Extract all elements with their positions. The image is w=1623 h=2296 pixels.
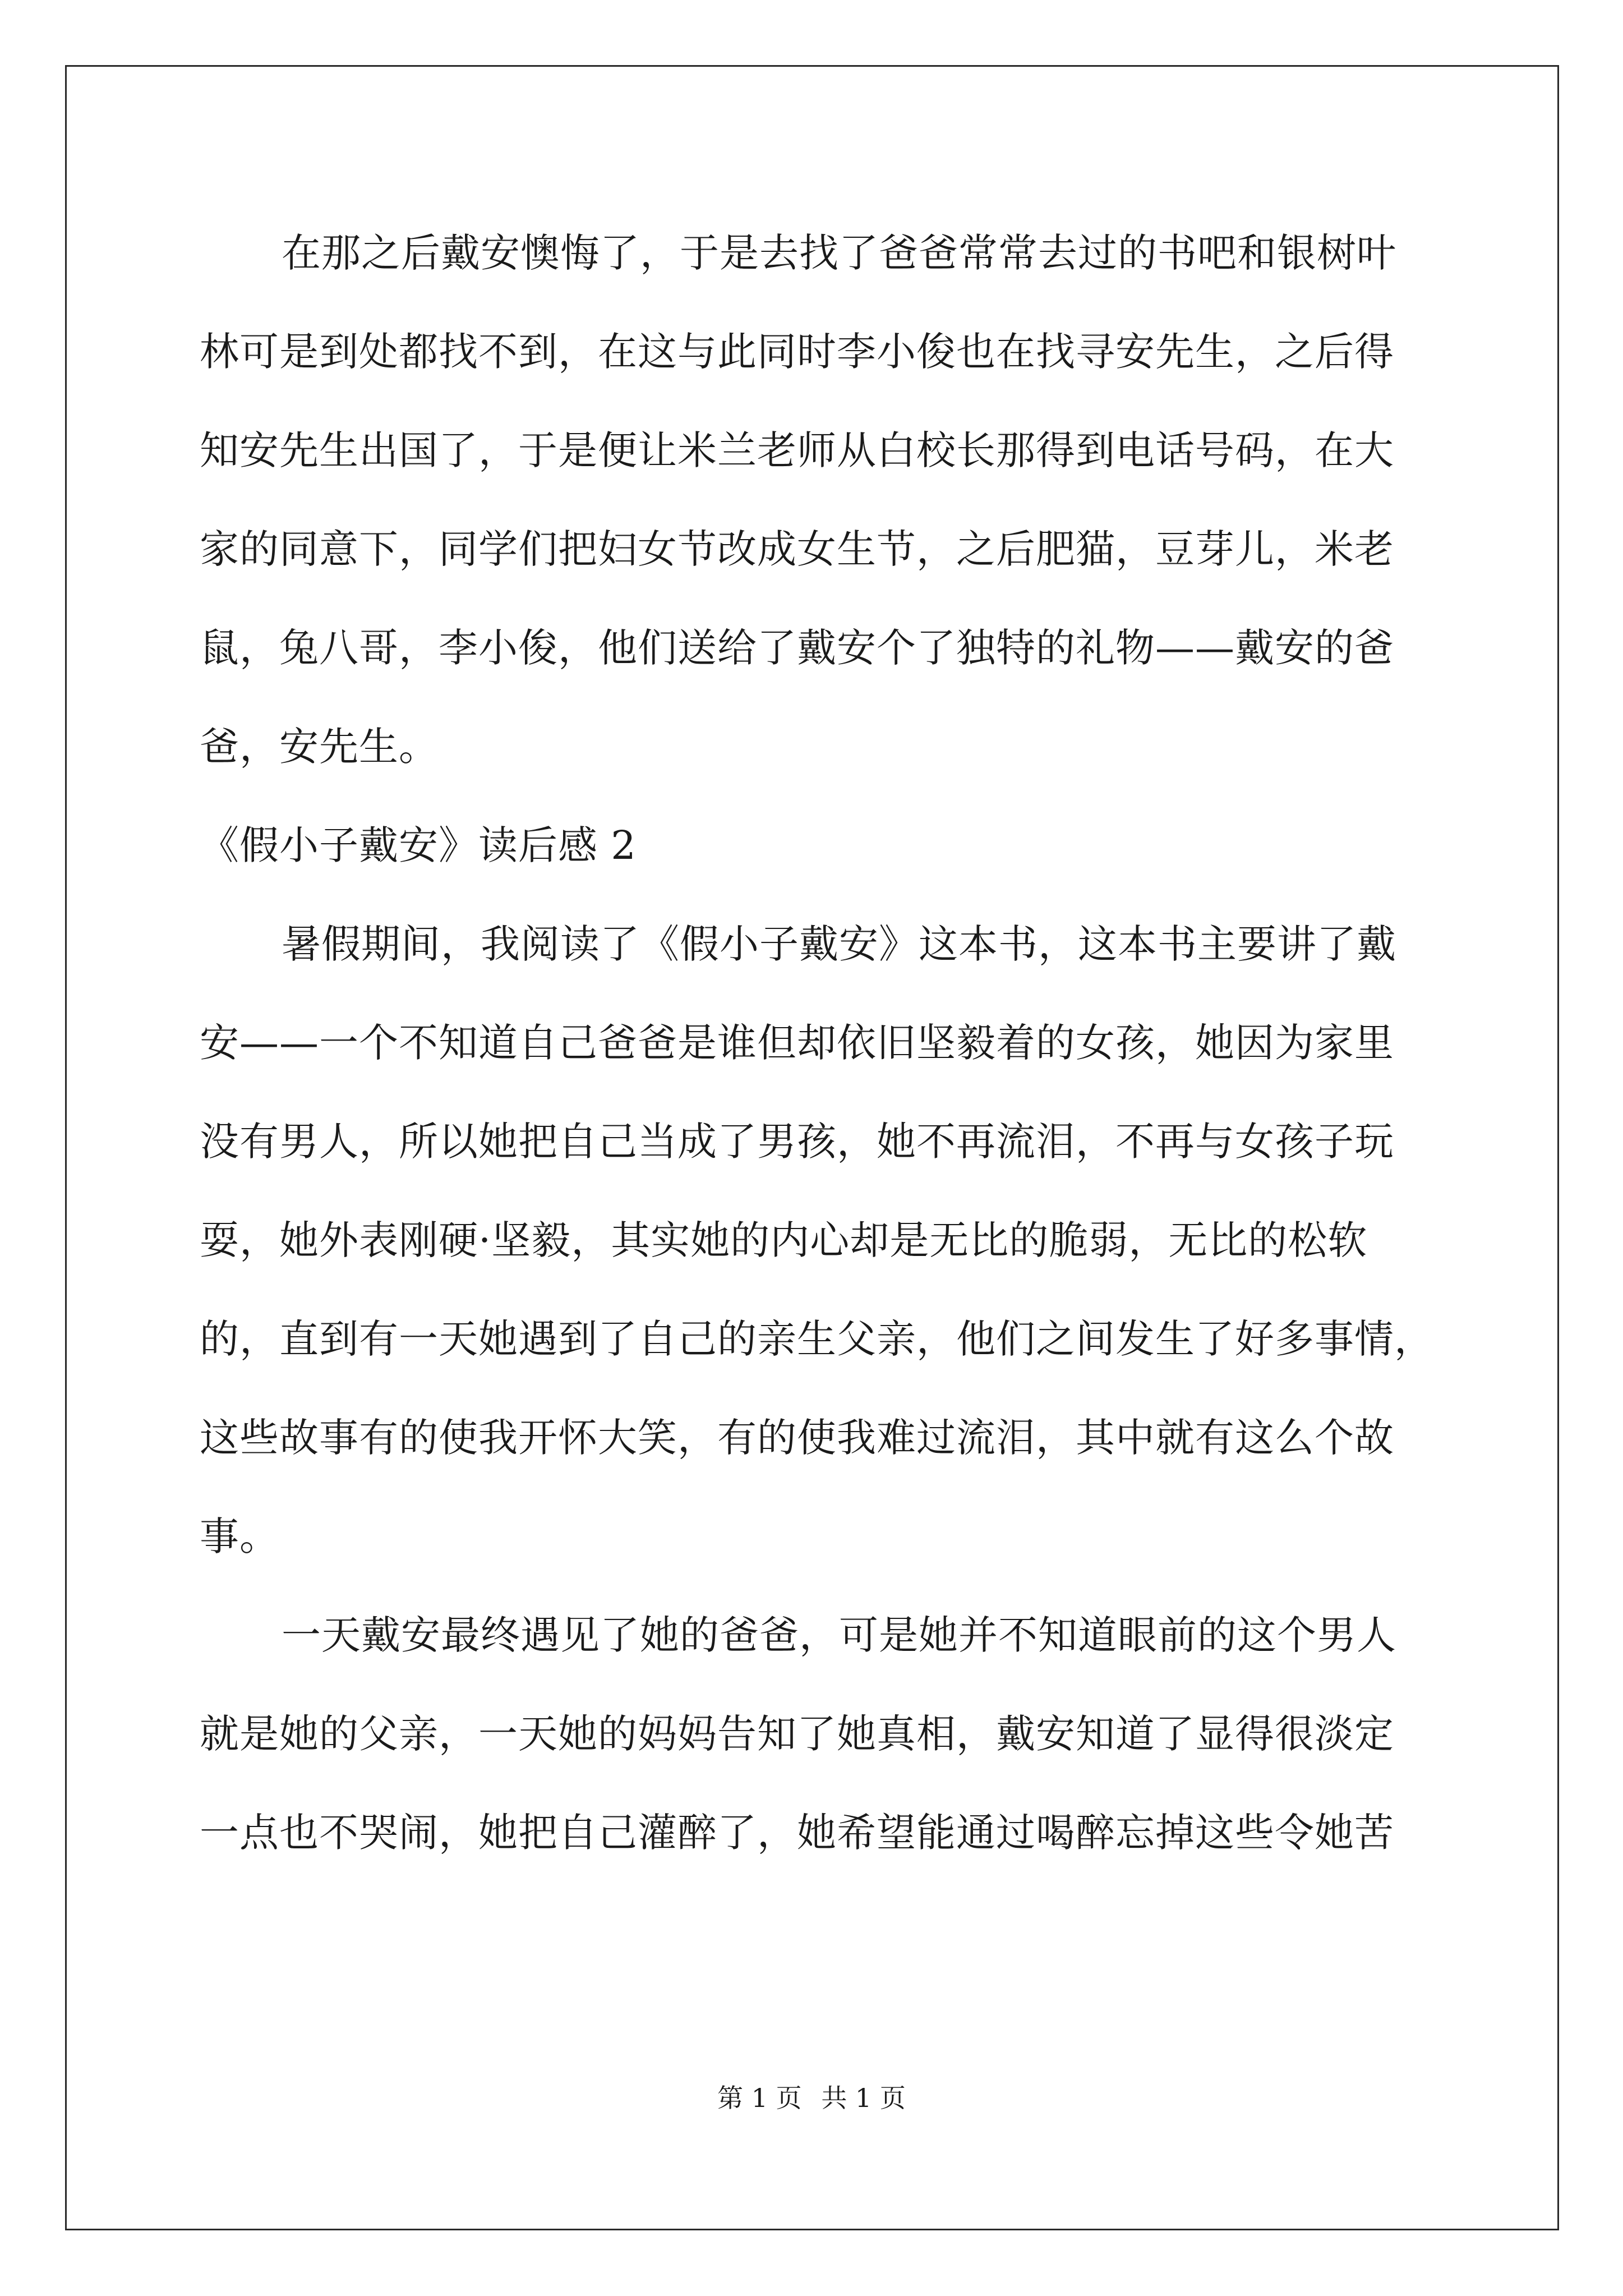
page-number: 第 1 页 [717,2083,802,2113]
body-text-line: 没有男人，所以她把自己当成了男孩，她不再流泪，不再与女孩子玩 [200,1119,1394,1165]
section-heading: 《假小子戴安》读后感 2 [200,822,637,868]
page-footer [0,2081,1623,2115]
body-text-line: 一点也不哭闹，她把自己灌醉了，她希望能通过喝醉忘掉这些令她苦 [200,1810,1394,1856]
body-text-line: 安——一个不知道自己爸爸是谁但却依旧坚毅着的女孩，她因为家里 [200,1020,1394,1066]
body-text-line: 知安先生出国了，于是便让米兰老师从白校长那得到电话号码，在大 [200,427,1394,473]
body-text-line: 的，直到有一天她遇到了自己的亲生父亲，他们之间发生了好多事情， [200,1316,1434,1362]
page-total: 共 1 页 [821,2083,906,2113]
body-text-line: 这些故事有的使我开怀大笑，有的使我难过流泪，其中就有这么个故 [200,1415,1394,1461]
body-text-line: 林可是到处都找不到，在这与此同时李小俊也在找寻安先生，之后得 [200,329,1394,375]
body-text-line: 暑假期间，我阅读了《假小子戴安》这本书，这本书主要讲了戴 [282,921,1396,967]
body-text-line: 一天戴安最终遇见了她的爸爸，可是她并不知道眼前的这个男人 [282,1612,1396,1658]
body-text-line: 耍，她外表刚硬·坚毅，其实她的内心却是无比的脆弱，无比的松软 [200,1217,1368,1263]
body-text-line: 家的同意下，同学们把妇女节改成女生节，之后肥猫，豆芽儿，米老 [200,526,1394,572]
body-text-line: 鼠，兔八哥，李小俊，他们送给了戴安个了独特的礼物——戴安的爸 [200,625,1394,671]
body-text-line: 在那之后戴安懊悔了，于是去找了爸爸常常去过的书吧和银树叶 [282,230,1396,276]
body-text-line: 爸，安先生。 [200,724,439,770]
body-text-line: 事。 [200,1513,279,1559]
body-text-line: 就是她的父亲，一天她的妈妈告知了她真相，戴安知道了显得很淡定 [200,1711,1394,1757]
